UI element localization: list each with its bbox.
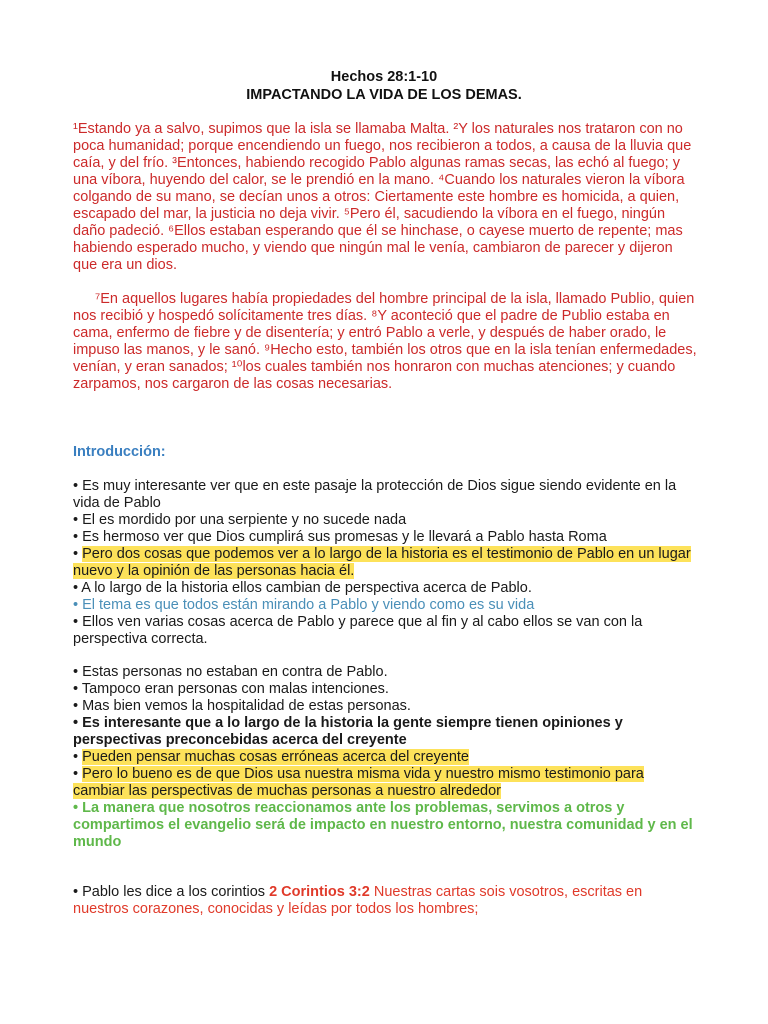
- intro-heading: Introducción:: [73, 444, 166, 460]
- scripture-reference: Hechos 28:1-10: [330, 69, 438, 85]
- list-item-bold: • Es interesante que a lo largo de la historia la gente siempre tienen opiniones y perspectivas preconcebidas acerca del creyente: [73, 715, 623, 748]
- list-item: • Es hermoso ver que Dios cumplirá sus promesas y le llevará a Pablo hasta Roma: [73, 529, 607, 545]
- list-item: • Es muy interesante ver que en este pasaje la protección de Dios sigue siendo evidente en la vida de Pablo: [73, 478, 677, 511]
- bible-quote: Nuestras cartas sois vosotros, escritas en nuestros corazones, conocidas y leídas por todos los hombres;: [73, 884, 643, 917]
- passage-paragraph-2: ⁷En aquellos lugares había propiedades del hombre principal de la isla, llamado Publio, quien nos recibió y hospedó solícitamente tres días. ⁸Y aconteció que el padre de Publio estaba en cama, enfermo de fiebre y de disentería; y entró Pablo a verle, y después de haber orado, le impuso las manos, y le sanó. ⁹Hecho esto, también los otros que en la isla tenían enfermedades, venían, y eran sanados; ¹⁰los cuales también nos honraron con muchas atenciones; y cuando zarpamos, nos cargaron de las cosas necesarias.: [73, 291, 697, 392]
- list-item: • Mas bien vemos la hospitalidad de estas personas.: [73, 698, 411, 714]
- bullet-marker: •: [73, 766, 79, 782]
- bullet-marker: •: [73, 546, 79, 562]
- document-title: IMPACTANDO LA VIDA DE LOS DEMAS.: [246, 87, 522, 103]
- intro-bullets: [73, 478, 698, 648]
- bullet-text: • Pablo les dice a los corintios: [73, 884, 270, 900]
- list-item-green: • La manera que nosotros reaccionamos ante los problemas, servimos a otros y compartimos el evangelio será de impacto en nuestro entorno, nuestra comunidad y en el mundo: [73, 800, 693, 850]
- highlighted-text: Pero dos cosas que podemos ver a lo largo de la historia es el testimonio de Pablo en un lugar nuevo y la opinión de las personas hacia él.: [73, 546, 691, 579]
- highlighted-text: Pero lo bueno es de que Dios usa nuestra misma vida y nuestro mismo testimonio para cambiar las perspectivas de muchas personas a nuestro alrededor: [73, 766, 644, 799]
- list-item: • Estas personas no estaban en contra de Pablo.: [73, 664, 388, 680]
- bullet-marker: •: [73, 749, 79, 765]
- list-item: • Ellos ven varias cosas acerca de Pablo y parece que al fin y al cabo ellos se van con la perspectiva correcta.: [73, 614, 643, 647]
- passage-paragraph-1: ¹Estando ya a salvo, supimos que la isla se llamaba Malta. ²Y los naturales nos trataron con no poca humanidad; porque encendiendo un fuego, nos recibieron a todos, a causa de la lluvia que caía, y del frío. ³Entonces, habiendo recogido Pablo algunas ramas secas, las echó al fuego; y una víbora, huyendo del calor, se le prendió en la mano. ⁴Cuando los naturales vieron la víbora colgando de su mano, se decían unos a otros: Ciertamente este hombre es homicida, a quien, escapado del mar, la justicia no deja vivir. ⁵Pero él, sacudiendo la víbora en el fuego, ningún daño padeció. ⁶Ellos estaban esperando que él se hinchase, o cayese muerto de repente; mas habiendo esperado mucho, y viendo que ningún mal le venía, cambiaron de parecer y dijeron que era un dios.: [73, 121, 692, 273]
- bible-reference: 2 Corintios 3:2: [269, 884, 370, 900]
- list-item-teal: • El tema es que todos están mirando a Pablo y viendo como es su vida: [73, 597, 535, 613]
- intro-bullets-2: [73, 664, 698, 851]
- list-item-highlighted: [73, 766, 698, 800]
- list-item: • Tampoco eran personas con malas intenciones.: [73, 681, 389, 697]
- corinthians-bullet: [73, 884, 698, 918]
- list-item: • A lo largo de la historia ellos cambian de perspectiva acerca de Pablo.: [73, 580, 532, 596]
- list-item-highlighted: [73, 749, 698, 766]
- highlighted-text: Pueden pensar muchas cosas erróneas acerca del creyente: [82, 749, 470, 765]
- list-item-highlighted: [73, 546, 698, 580]
- list-item: • El es mordido por una serpiente y no sucede nada: [73, 512, 407, 528]
